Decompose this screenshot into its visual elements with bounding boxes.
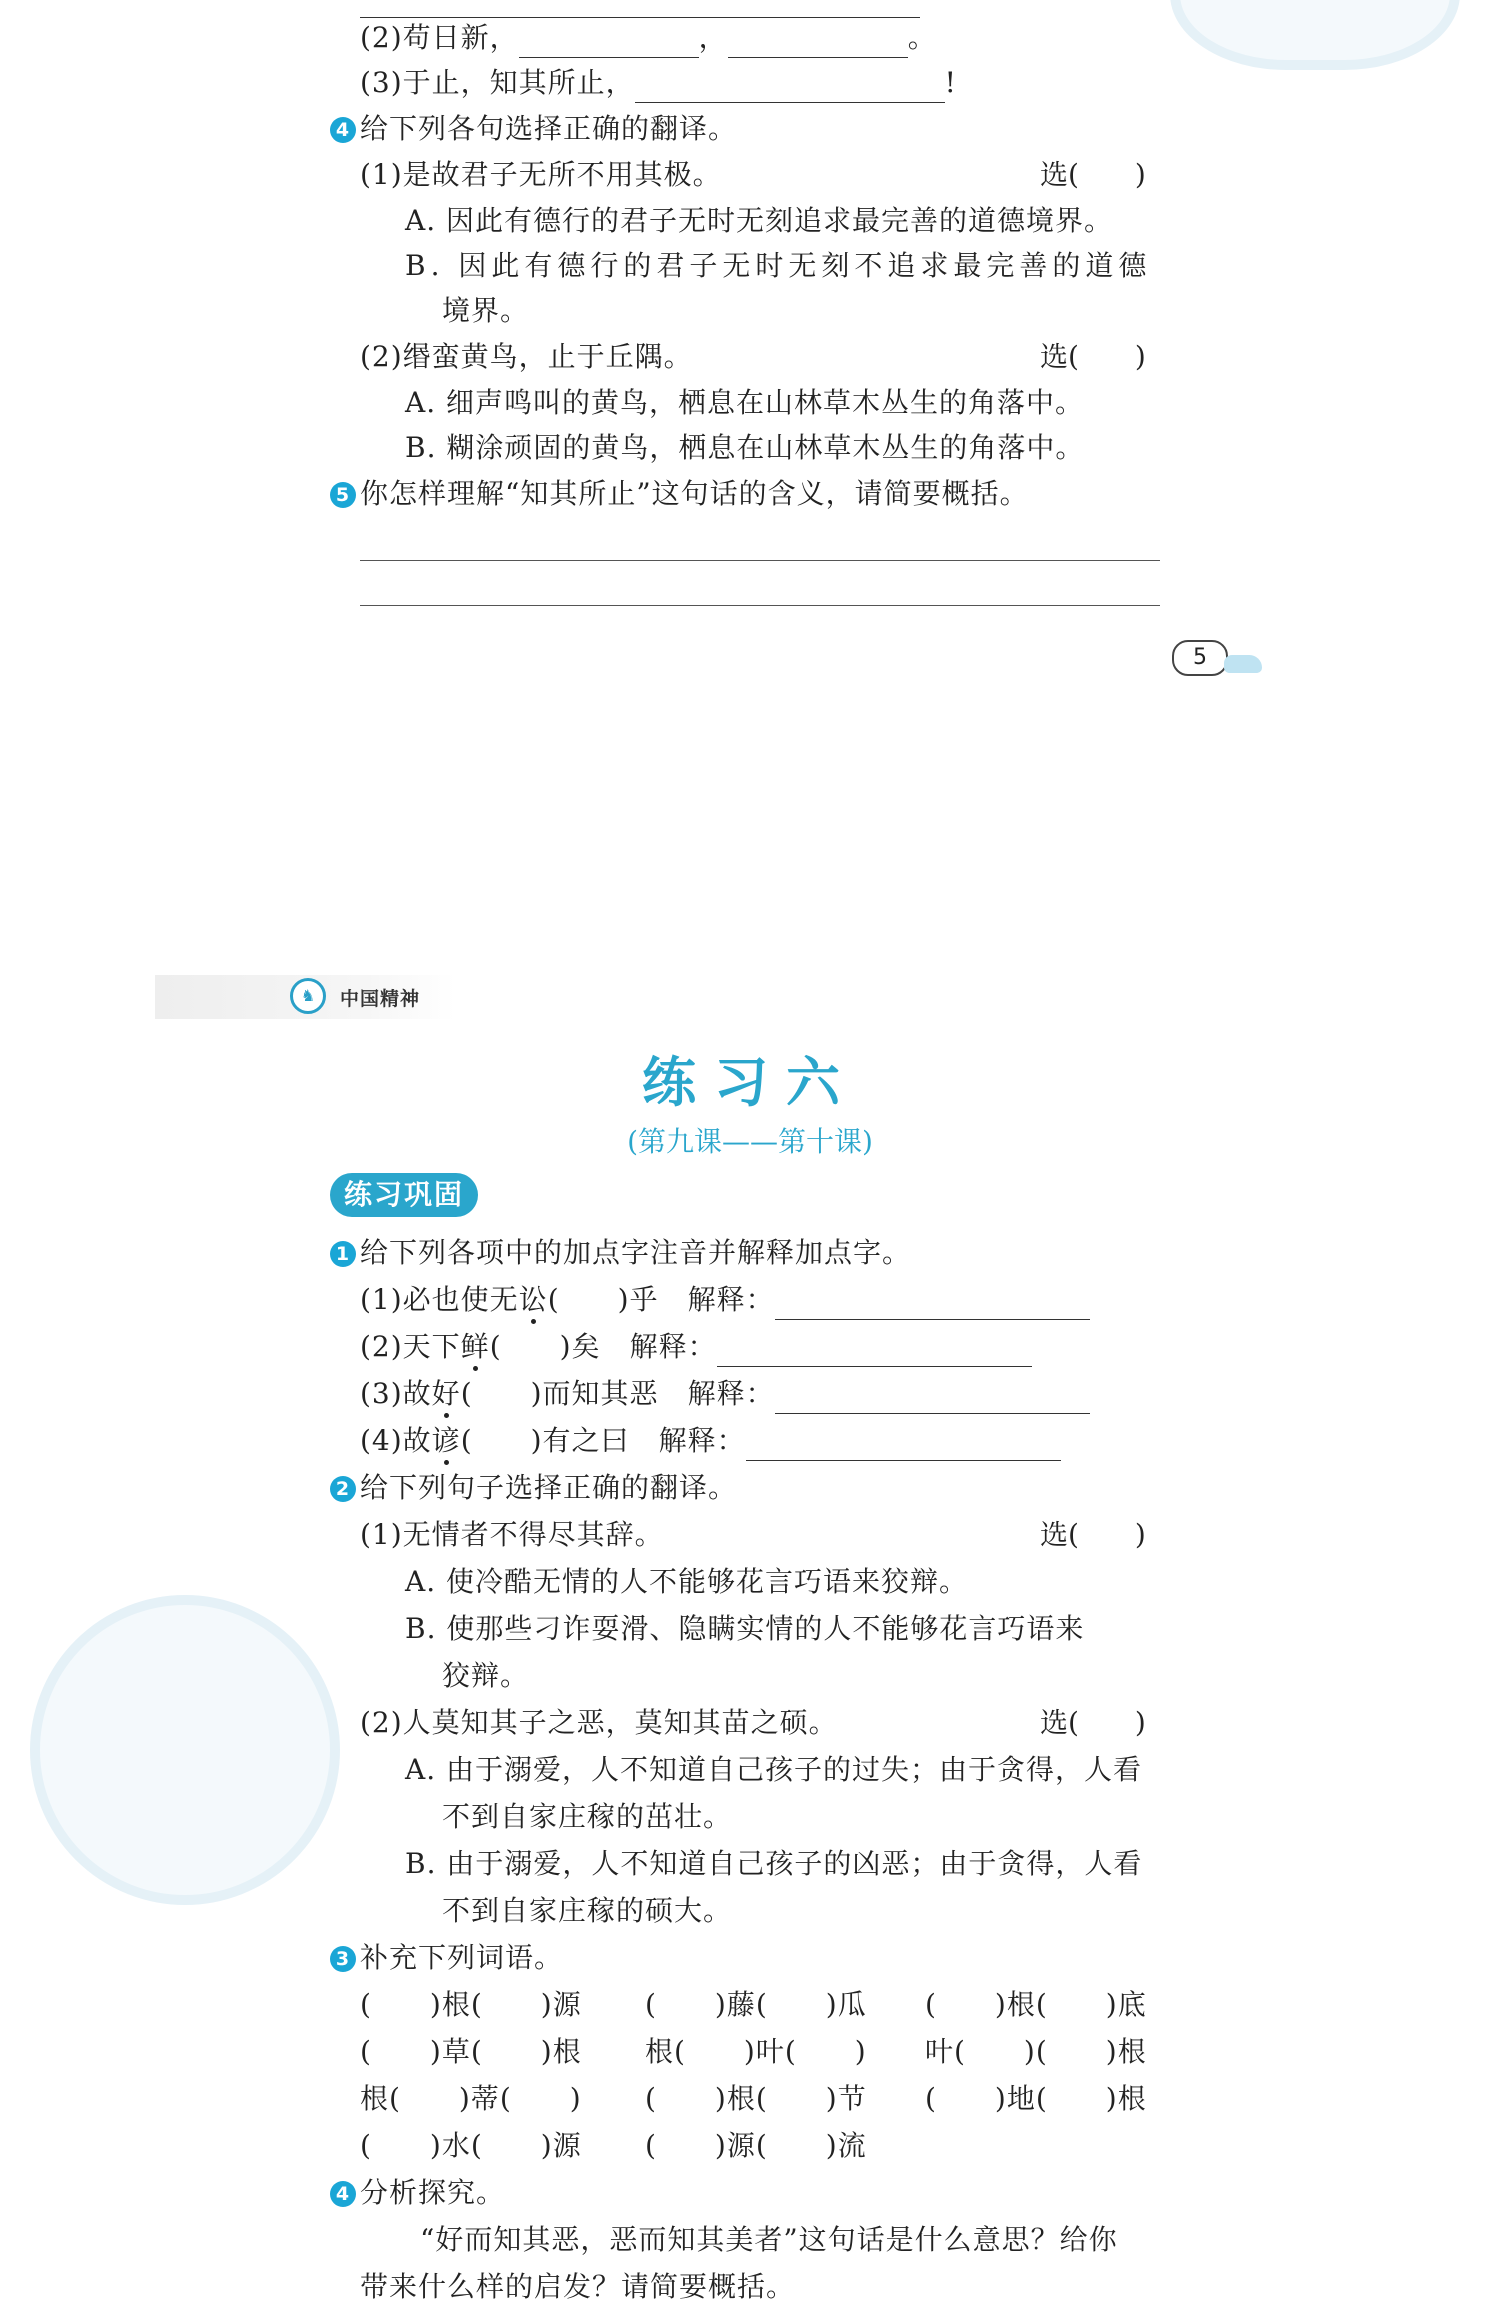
idiom-cell[interactable]: ( )源( )流 bbox=[645, 2129, 867, 2162]
dotted-character: 鲜 bbox=[460, 1330, 490, 1363]
q4-item-2-option-b: B. 糊涂顽固的黄鸟，栖息在山林草木丛生的角落中。 bbox=[405, 431, 1085, 464]
idiom-cell[interactable]: ( )藤( )瓜 bbox=[645, 1988, 867, 2021]
q4-item-2-option-a: A. 细声鸣叫的黄鸟，栖息在山林草木丛生的角落中。 bbox=[405, 386, 1085, 419]
q1-item: (2)天下鲜( )矣 解释： bbox=[360, 1327, 1032, 1367]
brand-name: 中国精神 bbox=[340, 988, 421, 1010]
dotted-character: 好 bbox=[431, 1377, 461, 1410]
question-3-title: 3 补充下列词语。 bbox=[330, 1938, 563, 1978]
answer-blank[interactable] bbox=[728, 29, 908, 58]
answer-line[interactable] bbox=[360, 605, 1160, 606]
answer-blank[interactable] bbox=[775, 1385, 1090, 1414]
q2-item-1-option-b: B. 使那些刁诈耍滑、隐瞒实情的人不能够花言巧语来 bbox=[405, 1612, 1085, 1645]
choice-bracket[interactable]: 选( ) bbox=[1040, 1706, 1146, 1739]
answer-blank[interactable] bbox=[635, 74, 945, 103]
page-subtitle: (第九课——第十课) bbox=[627, 1125, 873, 1158]
q3-item-2: (2)苟日新， ， 。 bbox=[360, 18, 937, 58]
dotted-character: 讼 bbox=[518, 1283, 548, 1316]
dotted-character: 谚 bbox=[431, 1424, 461, 1457]
answer-blank[interactable] bbox=[717, 1338, 1032, 1367]
idiom-cell[interactable]: ( )根( )源 bbox=[360, 1988, 582, 2021]
answer-blank[interactable] bbox=[519, 29, 699, 58]
q1-item: (4)故谚( )有之曰 解释： bbox=[360, 1421, 1061, 1461]
question-number-badge: 4 bbox=[330, 117, 356, 143]
q2-item-1-option-b-cont: 狡辩。 bbox=[442, 1659, 530, 1692]
cut-line bbox=[360, 0, 920, 18]
choice-bracket[interactable]: 选( ) bbox=[1040, 1518, 1146, 1551]
question-number-badge: 2 bbox=[330, 1476, 356, 1502]
page-title: 练习六 bbox=[642, 1051, 858, 1114]
q2-item-2: (2)人莫知其子之恶，莫知其苗之硕。 bbox=[360, 1706, 838, 1739]
answer-blank[interactable] bbox=[775, 1291, 1090, 1320]
idiom-cell[interactable]: ( )草( )根 bbox=[360, 2035, 582, 2068]
idiom-cell[interactable]: ( )根( )底 bbox=[925, 1988, 1147, 2021]
q1-item: (3)故好( )而知其恶 解释： bbox=[360, 1374, 1090, 1414]
question-4-title: 4 给下列各句选择正确的翻译。 bbox=[330, 109, 737, 149]
q2-item-1: (1)无情者不得尽其辞。 bbox=[360, 1518, 664, 1551]
decorative-seal-left bbox=[30, 1595, 340, 1905]
q3-item-3: (3)于止，知其所止， ! bbox=[360, 63, 957, 103]
pinyin-bracket[interactable]: ( )矣 bbox=[489, 1330, 601, 1363]
choice-bracket[interactable]: 选( ) bbox=[1040, 158, 1146, 191]
question-1-title: 1 给下列各项中的加点字注音并解释加点字。 bbox=[330, 1233, 911, 1273]
choice-bracket[interactable]: 选( ) bbox=[1040, 340, 1146, 373]
idiom-cell[interactable]: 根( )叶( ) bbox=[645, 2035, 867, 2068]
idiom-cell[interactable]: ( )地( )根 bbox=[925, 2082, 1147, 2115]
pinyin-bracket[interactable]: ( )有之曰 bbox=[460, 1424, 630, 1457]
horse-logo-icon: ♞ bbox=[290, 978, 326, 1014]
q1-item: (1)必也使无讼( )乎 解释： bbox=[360, 1280, 1090, 1320]
q4-item-1: (1)是故君子无所不用其极。 bbox=[360, 158, 722, 191]
pinyin-bracket[interactable]: ( )乎 bbox=[547, 1283, 659, 1316]
idiom-cell[interactable]: 根( )蒂( ) bbox=[360, 2082, 582, 2115]
q2-item-2-option-b: B. 由于溺爱，人不知道自己孩子的凶恶；由于贪得，人看 bbox=[405, 1847, 1143, 1880]
question-4-title: 4 分析探究。 bbox=[330, 2173, 505, 2213]
section-label: 练习巩固 bbox=[330, 1173, 478, 1217]
q4-item-1-option-b: B. 因此有德行的君子无时无刻不追求最完善的道德 bbox=[405, 249, 1152, 282]
cloud-ornament bbox=[1224, 655, 1262, 673]
q4-item-1-option-a: A. 因此有德行的君子无时无刻追求最完善的道德境界。 bbox=[405, 204, 1114, 237]
question-2-title: 2 给下列句子选择正确的翻译。 bbox=[330, 1468, 737, 1508]
idiom-cell[interactable]: 叶( )( )根 bbox=[925, 2035, 1147, 2068]
question-number-badge: 1 bbox=[330, 1241, 356, 1267]
answer-line[interactable] bbox=[360, 560, 1160, 561]
q2-item-2-option-b-cont: 不到自家庄稼的硕大。 bbox=[442, 1894, 733, 1927]
decorative-seal-top bbox=[1170, 0, 1460, 70]
page-number: 5 bbox=[1172, 640, 1228, 676]
q2-item-1-option-a: A. 使冷酷无情的人不能够花言巧语来狡辩。 bbox=[405, 1565, 969, 1598]
idiom-cell[interactable]: ( )水( )源 bbox=[360, 2129, 582, 2162]
question-number-badge: 5 bbox=[330, 482, 356, 508]
question-number-badge: 4 bbox=[330, 2181, 356, 2207]
pinyin-bracket[interactable]: ( )而知其恶 bbox=[460, 1377, 659, 1410]
q4-item-2: (2)缗蛮黄鸟，止于丘隅。 bbox=[360, 340, 693, 373]
idiom-cell[interactable]: ( )根( )节 bbox=[645, 2082, 867, 2115]
q4-prompt-line-2: 带来什么样的启发？请简要概括。 bbox=[360, 2270, 796, 2303]
q4-item-1-option-b-cont: 境界。 bbox=[442, 294, 530, 327]
q2-item-2-option-a: A. 由于溺爱，人不知道自己孩子的过失；由于贪得，人看 bbox=[405, 1753, 1143, 1786]
question-number-badge: 3 bbox=[330, 1946, 356, 1972]
q4-prompt-line-1: “好而知其恶，恶而知其美者”这句话是什么意思？给你 bbox=[420, 2223, 1118, 2256]
answer-blank[interactable] bbox=[746, 1432, 1061, 1461]
question-5-title: 5 你怎样理解“知其所止”这句话的含义，请简要概括。 bbox=[330, 474, 1029, 514]
q2-item-2-option-a-cont: 不到自家庄稼的茁壮。 bbox=[442, 1800, 733, 1833]
